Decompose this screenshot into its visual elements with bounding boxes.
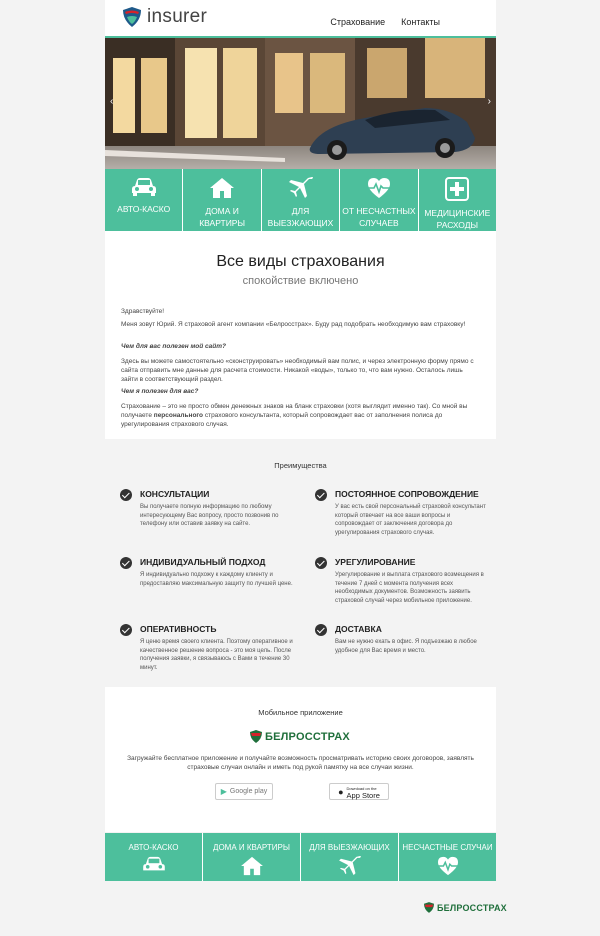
mobile-app-title: Мобильное приложение: [258, 708, 343, 717]
advantage-speed: ОПЕРАТИВНОСТЬ Я ценю время своего клиента. Поэтому оперативное и качественное решение вопроса - это моя цель. После получения заявки, я связываюсь с Вами в течение 30 минут.: [120, 624, 295, 672]
category-medical[interactable]: МЕДИЦИНСКИЕ РАСХОДЫ: [419, 169, 496, 231]
footer-brand-logo[interactable]: БЕЛРОССТРАХ: [424, 902, 507, 913]
intro-subtitle: спокойствие включено: [242, 275, 359, 287]
car-icon: [131, 177, 157, 197]
heartbeat-icon: [366, 177, 392, 199]
intro-paragraph-3: Страхование – это не просто обмен денежных знаков на бланк страховки (хотя выглядит именно так). Со мной вы получаете персонального страхового консультанта, который сопровождает вас от заполнения полиса до урегулирования страхового случая.: [121, 403, 468, 428]
advantage-settlement: УРЕГУЛИРОВАНИЕ Урегулирование и выплата страхового возмещения в течение 7 дней с момента получения всех необходимых документов. Возможность заявить страховой случай через мобильное приложение.: [315, 557, 490, 605]
car-icon: [142, 856, 166, 874]
medical-plus-icon: [445, 177, 469, 201]
intro-question-1: Чем для вас полезен мой сайт?: [121, 343, 226, 350]
intro-greeting: Здравствуйте!: [121, 308, 165, 315]
mobile-app-description: Загружайте бесплатное приложение и получайте возможность просматривать историю своих договоров, заявлять страховые случаи онлайн и иметь под рукой памятку на все случаи жизни.: [127, 755, 474, 771]
advantage-support: ПОСТОЯННОЕ СОПРОВОЖДЕНИЕ У вас есть свой персональный страховой консультант который отвечает на все ваши вопросы и сопровождает от заключения договора до урегулирования страхового случая.: [315, 489, 490, 537]
belrosstrakh-logo: БЕЛРОССТРАХ: [250, 730, 350, 743]
hero-next-arrow-icon[interactable]: ›: [487, 96, 491, 107]
logo-text: insurer: [147, 6, 208, 27]
logo[interactable]: [121, 6, 207, 28]
footer-category-travel[interactable]: ДЛЯ ВЫЕЗЖАЮЩИХ: [301, 833, 399, 881]
check-circle-icon: [315, 624, 327, 636]
advantage-consulting: КОНСУЛЬТАЦИИ Вы получаете полную информацию по любому интересующему Вас вопросу, просто позвонив по телефону или оставив заявку на сайте.: [120, 489, 295, 529]
plane-icon: [338, 856, 362, 876]
intro-paragraph-1: Меня зовут Юрий. Я страховой агент компании «Белросстрах». Буду рад подобрать необходимую вам страховку!: [121, 321, 466, 328]
nav-contacts-link[interactable]: Контакты: [401, 17, 440, 27]
footer-category-home[interactable]: ДОМА И КВАРТИРЫ: [203, 833, 301, 881]
belrosstrakh-shield-icon: [424, 902, 434, 913]
footer-category-auto[interactable]: АВТО-КАСКО: [105, 833, 203, 881]
category-travel[interactable]: ДЛЯ ВЫЕЗЖАЮЩИХ: [262, 169, 340, 231]
intro-section: [105, 231, 496, 439]
main-nav: [330, 17, 440, 27]
category-home[interactable]: ДОМА И КВАРТИРЫ: [183, 169, 261, 231]
intro-question-2: Чем я полезен для вас?: [121, 388, 199, 395]
footer-category-bar: [105, 833, 496, 881]
advantages-section: [105, 439, 496, 687]
advantage-individual: ИНДИВИДУАЛЬНЫЙ ПОДХОД Я индивидуально подхожу к каждому клиенту и предоставляю максимальную защиту по лучшей цене.: [120, 557, 295, 588]
advantage-delivery: ДОСТАВКА Вам не нужно ехать в офис. Я подъезжаю в любое удобное для Вас время и место.: [315, 624, 490, 655]
apple-icon: ●: [338, 786, 344, 797]
heartbeat-icon: [436, 856, 460, 876]
app-store-button[interactable]: ● Download on the App Store: [329, 783, 389, 800]
check-circle-icon: [120, 557, 132, 569]
google-play-button[interactable]: ▶ Google play: [215, 783, 273, 800]
check-circle-icon: [315, 557, 327, 569]
google-play-icon: ▶: [220, 787, 227, 796]
category-bar: [105, 169, 496, 231]
category-accident[interactable]: ОТ НЕСЧАСТНЫХ СЛУЧАЕВ: [340, 169, 418, 231]
intro-paragraph-2: Здесь вы можете самостоятельно «сконструировать» необходимый вам полис, и через электронную форму прямо с сайта отправить мне данные для расчета стоимости. Никакой «воды», только то, что вам нужно. Осталось лишь зайти в соответствующий раздел.: [121, 358, 474, 383]
category-auto[interactable]: АВТО-КАСКО: [105, 169, 183, 231]
house-icon: [209, 177, 235, 199]
hero-street-car-image: [105, 38, 496, 169]
check-circle-icon: [315, 489, 327, 501]
hero-prev-arrow-icon[interactable]: ‹: [110, 96, 114, 107]
hero-banner: [105, 38, 496, 169]
house-icon: [240, 856, 264, 876]
footer-category-accident[interactable]: НЕСЧАСТНЫЕ СЛУЧАИ: [399, 833, 496, 881]
check-circle-icon: [120, 489, 132, 501]
check-circle-icon: [120, 624, 132, 636]
intro-title: Все виды страхования: [216, 253, 385, 270]
nav-insurance-link[interactable]: Страхование: [330, 17, 386, 27]
belrosstrakh-shield-icon: [250, 730, 262, 743]
advantages-title: Преимущества: [274, 461, 327, 470]
plane-icon: [288, 177, 314, 199]
mobile-app-section: [105, 687, 496, 832]
header: [105, 0, 496, 38]
shield-logo-icon: [121, 6, 143, 28]
page: [105, 0, 496, 832]
